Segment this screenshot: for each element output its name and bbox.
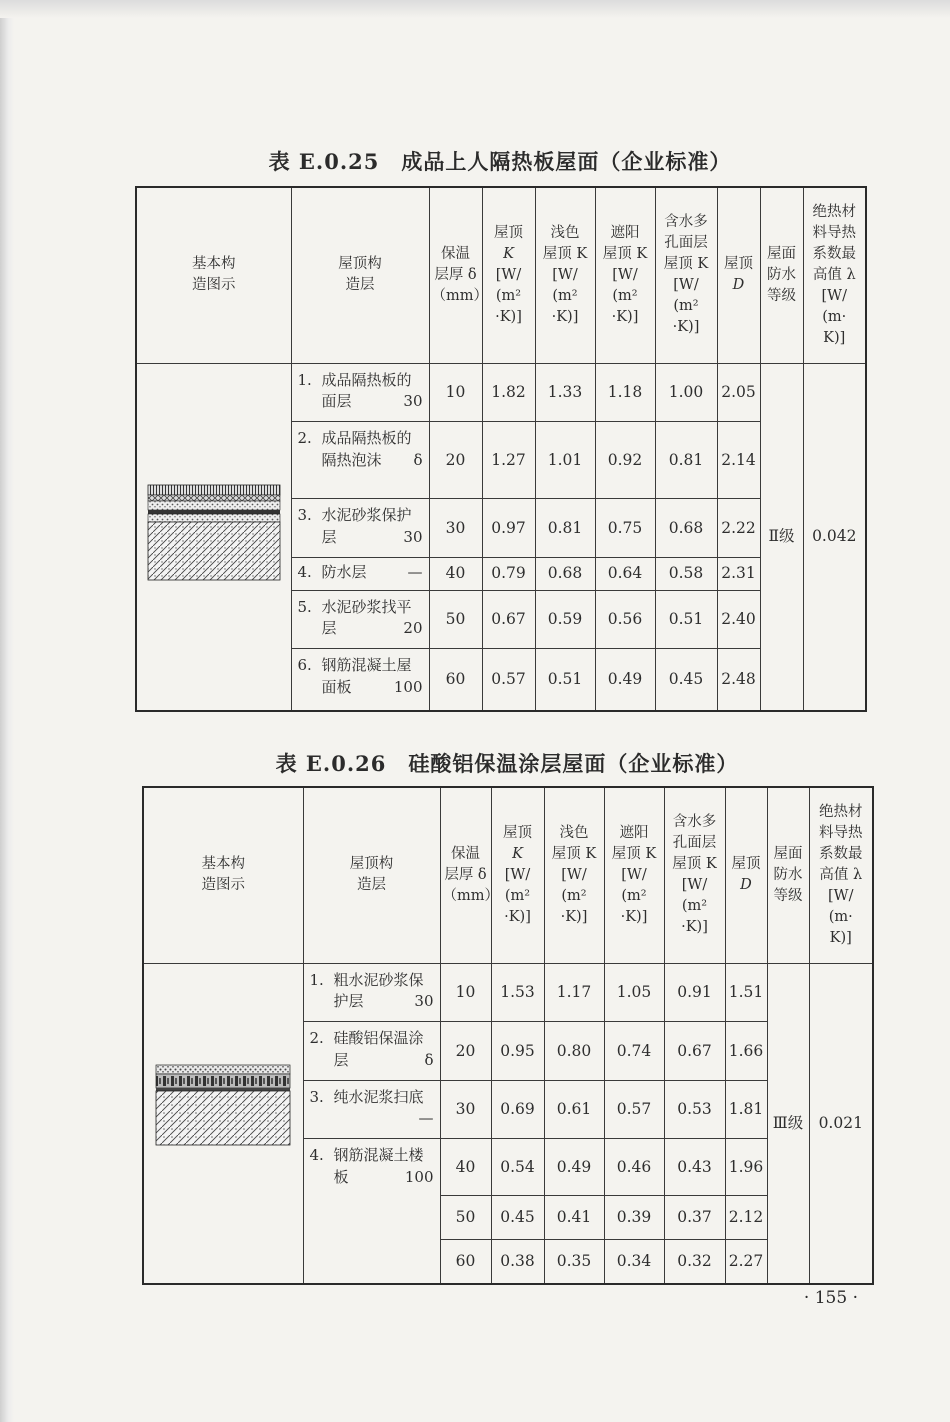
cell-k-shade: 1.05	[604, 963, 664, 1022]
cell-k-light: 0.61	[544, 1080, 604, 1139]
table2-diagram	[143, 963, 303, 1284]
header-d: 屋顶 D	[717, 187, 760, 363]
cell-k-light: 0.68	[535, 557, 595, 590]
cell-k-wet: 0.91	[664, 963, 725, 1022]
cell-thickness: 60	[429, 649, 482, 711]
cell-k-roof: 0.57	[482, 649, 535, 711]
table2-caption: 表 E.0.26 硅酸铝保温涂层屋面（企业标准）	[275, 751, 739, 776]
cell-d: 1.81	[725, 1080, 767, 1139]
cell-k-wet: 0.43	[664, 1139, 725, 1196]
header-grade: 屋面 防水 等级	[767, 787, 809, 963]
header-lambda: 绝热材 料导热 系数最 高值 λ [W/ (m· K)]	[809, 787, 873, 963]
cell-k-wet: 0.67	[664, 1022, 725, 1081]
cell-k-wet: 0.32	[664, 1240, 725, 1284]
cell-k-wet: 0.45	[655, 649, 717, 711]
cell-k-shade: 1.18	[595, 363, 655, 422]
layer-cell: 3. 纯水泥浆扫底 —	[303, 1080, 440, 1139]
cell-k-light: 0.80	[544, 1022, 604, 1081]
cell-k-light: 0.49	[544, 1139, 604, 1196]
table2-header-row	[143, 787, 873, 963]
cell-k-shade: 0.49	[595, 649, 655, 711]
header-layers: 屋顶构 造层	[303, 787, 440, 963]
layer-cell: 6. 钢筋混凝土屋面板 100	[291, 649, 429, 711]
layer-cell: 3. 水泥砂浆保护层 30	[291, 499, 429, 558]
cell-k-roof: 0.79	[482, 557, 535, 590]
header-diagram: 基本构 造图示	[136, 187, 291, 363]
cell-d: 1.51	[725, 963, 767, 1022]
header-diagram: 基本构 造图示	[143, 787, 303, 963]
cell-k-shade: 0.57	[604, 1080, 664, 1139]
cell-d: 1.66	[725, 1022, 767, 1081]
layer-cell: 5. 水泥砂浆找平层 20	[291, 590, 429, 649]
cell-k-wet: 0.37	[664, 1196, 725, 1240]
cell-k-wet: 0.53	[664, 1080, 725, 1139]
table1-header-row	[136, 187, 866, 363]
cell-d: 2.12	[725, 1196, 767, 1240]
cell-k-roof: 0.38	[491, 1240, 544, 1284]
cell-thickness: 10	[440, 963, 491, 1022]
roof-section-diagram-2	[154, 1063, 292, 1147]
table1-lambda: 0.042	[803, 363, 866, 711]
cell-k-roof: 0.67	[482, 590, 535, 649]
cell-d: 2.22	[717, 499, 760, 558]
table1-caption: 表 E.0.25 成品上人隔热板屋面（企业标准）	[268, 149, 732, 174]
header-k-light: 浅色 屋顶 K [W/ (m² ·K)]	[544, 787, 604, 963]
cell-d: 2.05	[717, 363, 760, 422]
table2-lambda: 0.021	[809, 963, 873, 1284]
cell-thickness: 40	[429, 557, 482, 590]
cell-thickness: 20	[429, 422, 482, 499]
cell-k-shade: 0.75	[595, 499, 655, 558]
cell-k-roof: 1.53	[491, 963, 544, 1022]
cell-k-roof: 1.27	[482, 422, 535, 499]
page-top-shadow	[0, 0, 950, 18]
cell-thickness: 30	[440, 1080, 491, 1139]
header-k-roof: 屋顶 K [W/ (m² ·K)]	[482, 187, 535, 363]
cell-thickness: 30	[429, 499, 482, 558]
cell-k-roof: 0.97	[482, 499, 535, 558]
layer-cell: 1. 粗水泥砂浆保护层 30	[303, 963, 440, 1022]
cell-k-wet: 0.68	[655, 499, 717, 558]
cell-d: 2.14	[717, 422, 760, 499]
cell-k-roof: 0.95	[491, 1022, 544, 1081]
cell-thickness: 60	[440, 1240, 491, 1284]
layer-cell: 2. 成品隔热板的隔热泡沫 δ	[291, 422, 429, 499]
layer-cell: 1. 成品隔热板的面层 30	[291, 363, 429, 422]
cell-k-light: 1.01	[535, 422, 595, 499]
cell-k-light: 1.33	[535, 363, 595, 422]
header-k-wet: 含水多 孔面层 屋顶 K [W/ (m² ·K)]	[655, 187, 717, 363]
header-lambda: 绝热材 料导热 系数最 高值 λ [W/ (m· K)]	[803, 187, 866, 363]
cell-k-roof: 0.54	[491, 1139, 544, 1196]
cell-k-light: 0.59	[535, 590, 595, 649]
cell-d: 2.40	[717, 590, 760, 649]
cell-thickness: 20	[440, 1022, 491, 1081]
table1	[135, 186, 867, 712]
cell-k-shade: 0.39	[604, 1196, 664, 1240]
cell-k-shade: 0.56	[595, 590, 655, 649]
cell-k-shade: 0.92	[595, 422, 655, 499]
cell-k-roof: 0.45	[491, 1196, 544, 1240]
cell-k-roof: 0.69	[491, 1080, 544, 1139]
table1-diagram	[136, 363, 291, 711]
cell-k-wet: 0.58	[655, 557, 717, 590]
table-row	[143, 963, 873, 1022]
header-thickness: 保温 层厚 δ （mm）	[429, 187, 482, 363]
header-d: 屋顶 D	[725, 787, 767, 963]
roof-section-diagram-1	[146, 483, 282, 583]
cell-thickness: 50	[440, 1196, 491, 1240]
header-k-roof: 屋顶 K [W/ (m² ·K)]	[491, 787, 544, 963]
cell-d: 2.31	[717, 557, 760, 590]
page-number: · 155 ·	[803, 1288, 858, 1308]
header-k-shade: 遮阳 屋顶 K [W/ (m² ·K)]	[595, 187, 655, 363]
cell-k-light: 0.41	[544, 1196, 604, 1240]
cell-d: 2.48	[717, 649, 760, 711]
cell-k-roof: 1.82	[482, 363, 535, 422]
cell-k-light: 1.17	[544, 963, 604, 1022]
cell-k-shade: 0.34	[604, 1240, 664, 1284]
cell-k-light: 0.81	[535, 499, 595, 558]
cell-k-light: 0.35	[544, 1240, 604, 1284]
cell-d: 2.27	[725, 1240, 767, 1284]
cell-k-shade: 0.46	[604, 1139, 664, 1196]
header-layers: 屋顶构 造层	[291, 187, 429, 363]
table-row	[136, 363, 866, 422]
header-grade: 屋面 防水 等级	[760, 187, 803, 363]
cell-k-wet: 0.51	[655, 590, 717, 649]
table1-grade: Ⅱ级	[760, 363, 803, 711]
header-k-light: 浅色 屋顶 K [W/ (m² ·K)]	[535, 187, 595, 363]
header-thickness: 保温 层厚 δ （mm）	[440, 787, 491, 963]
table2-grade: Ⅲ级	[767, 963, 809, 1284]
cell-thickness: 10	[429, 363, 482, 422]
cell-thickness: 50	[429, 590, 482, 649]
layer-cell: 4. 钢筋混凝土楼板 100	[303, 1139, 440, 1284]
layer-cell: 2. 硅酸铝保温涂层 δ	[303, 1022, 440, 1081]
cell-k-light: 0.51	[535, 649, 595, 711]
cell-k-wet: 1.00	[655, 363, 717, 422]
page-binding-edge	[0, 0, 14, 1422]
layer-cell: 4. 防水层 —	[291, 557, 429, 590]
header-k-wet: 含水多 孔面层 屋顶 K [W/ (m² ·K)]	[664, 787, 725, 963]
cell-k-wet: 0.81	[655, 422, 717, 499]
cell-d: 1.96	[725, 1139, 767, 1196]
cell-thickness: 40	[440, 1139, 491, 1196]
table2	[142, 786, 874, 1285]
header-k-shade: 遮阳 屋顶 K [W/ (m² ·K)]	[604, 787, 664, 963]
cell-k-shade: 0.64	[595, 557, 655, 590]
cell-k-shade: 0.74	[604, 1022, 664, 1081]
